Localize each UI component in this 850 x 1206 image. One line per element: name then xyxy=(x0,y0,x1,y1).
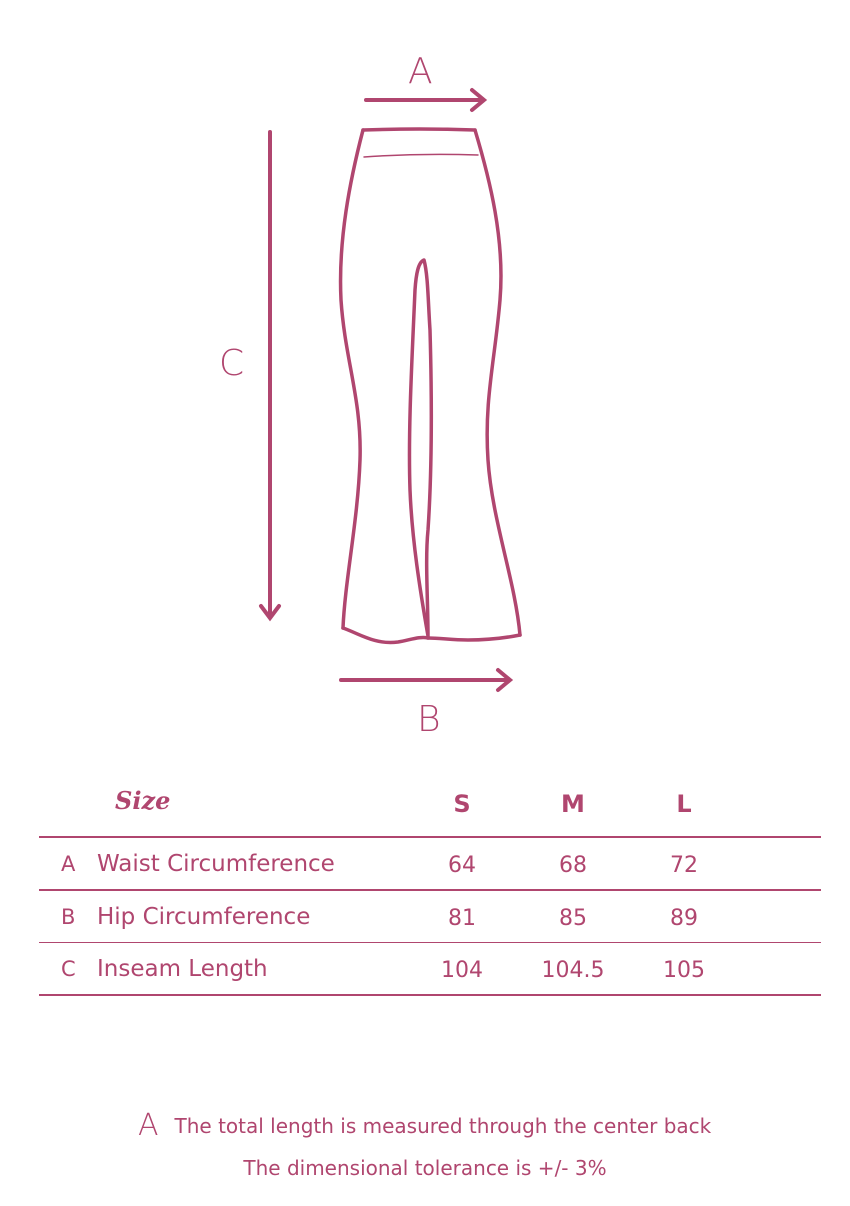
row-letter: B xyxy=(61,904,76,929)
cell-s: 81 xyxy=(448,905,476,931)
table-row xyxy=(39,891,821,942)
size-table xyxy=(39,780,821,996)
cell-l: 89 xyxy=(670,905,698,931)
size-heading: Size xyxy=(115,786,171,815)
row-name: Waist Circumference xyxy=(97,851,335,877)
row-name: Inseam Length xyxy=(97,956,268,982)
measurement-note xyxy=(138,1108,711,1143)
note-letter: A xyxy=(138,1108,159,1143)
label-b: B xyxy=(417,699,441,740)
table-header xyxy=(39,780,821,836)
cell-l: 72 xyxy=(670,853,698,878)
row-letter: C xyxy=(61,957,76,981)
column-s: S xyxy=(453,790,471,818)
cell-l: 105 xyxy=(663,958,705,983)
column-l: L xyxy=(676,790,692,818)
cell-m: 104.5 xyxy=(541,958,605,983)
row-name: Hip Circumference xyxy=(97,903,311,930)
cell-m: 85 xyxy=(559,905,587,931)
cell-m: 68 xyxy=(559,853,587,878)
table-row xyxy=(39,943,821,994)
tolerance-note: The dimensional tolerance is +/- 3% xyxy=(243,1156,607,1180)
arrow-a xyxy=(366,90,484,110)
cell-s: 104 xyxy=(441,958,483,983)
column-m: M xyxy=(561,790,585,818)
arrow-c xyxy=(261,132,279,618)
note-text: The total length is measured through the center back xyxy=(174,1113,712,1138)
label-c: C xyxy=(219,343,245,384)
cell-s: 64 xyxy=(448,853,476,878)
label-a: A xyxy=(408,51,433,92)
row-letter: A xyxy=(61,852,76,876)
table-row xyxy=(39,838,821,889)
arrow-b xyxy=(341,670,510,690)
table-rule-bottom xyxy=(39,994,821,996)
